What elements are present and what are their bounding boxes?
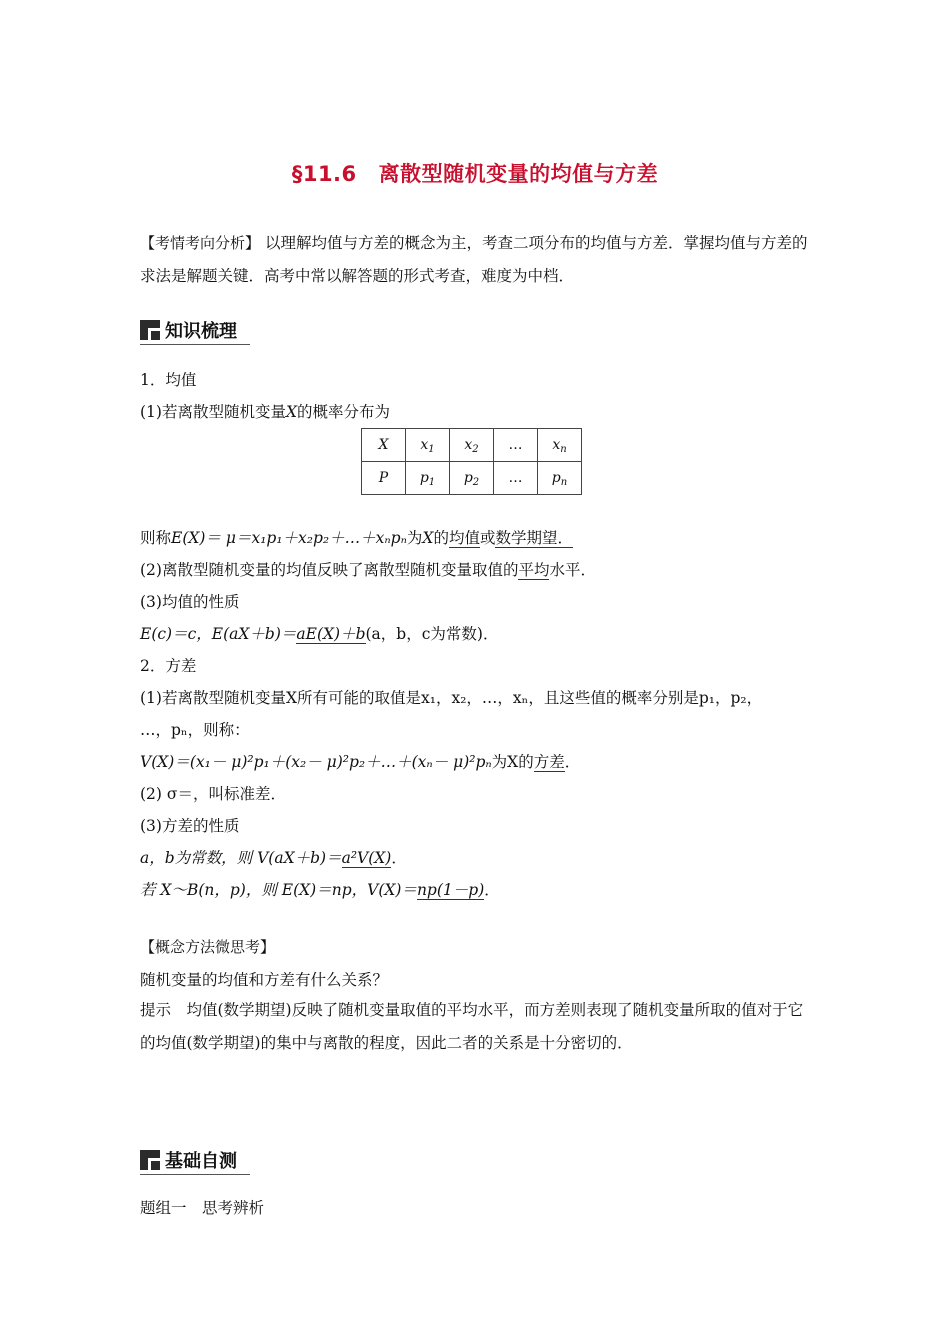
variance-p1-line2: …，pₙ，则称： (140, 721, 250, 739)
distribution-table (361, 428, 582, 495)
concept-tag-text: 【概念方法微思考】 (140, 938, 276, 956)
mean-p2-suffix: 水平． (549, 561, 596, 579)
mean-p1 (140, 400, 390, 422)
intro-tag: 【考情考向分析】 (140, 234, 261, 252)
concept-tag (140, 936, 275, 957)
section-marker-icon (140, 320, 160, 340)
mean-p2 (140, 558, 596, 580)
def-var: X (422, 529, 434, 547)
variance-formula-text: V(X)＝(x₁－ μ)²p₁＋(x₂－ μ)²p₂＋…＋(xₙ－ μ)²pₙ (140, 753, 492, 771)
variance-prop2 (140, 878, 500, 900)
prop1-end: ． (391, 849, 407, 867)
section-label: 知识梳理 (165, 321, 237, 342)
answer-underlined: a²V(X) (341, 849, 392, 867)
table-cell: $x_n$ (538, 429, 582, 462)
table-row (362, 429, 582, 462)
mean-definition (140, 526, 573, 548)
variance-p1-line1: (1)若离散型随机变量X所有可能的取值是x₁，x₂，…，xₙ，且这些值的概率分别是p₁，p₂， (140, 689, 763, 707)
mean-p1-suffix: 的概率分布为 (297, 403, 391, 421)
prop-right: (a，b，c为常数)． (365, 625, 499, 643)
section-header-selftest (140, 1146, 250, 1175)
question-group: 题组一 思考辨析 (140, 1199, 265, 1217)
intro-text: 以理解均值与方差的概念为主，考查二项分布的均值与方差．掌握均值与方差的求法是解题关键．高考中常以解答题的形式考查，难度为中档． (140, 234, 808, 285)
table-cell: $p_n$ (538, 462, 582, 495)
variance-formula-end: ． (564, 753, 581, 771)
concept-question: 随机变量的均值和方差有什么关系？ (140, 971, 389, 989)
mean-heading: 1．均值 (140, 371, 197, 389)
table-cell: … (494, 429, 538, 462)
section-number: §11.6 (291, 162, 357, 186)
prop1-left: a，b为常数，则 V(aX＋b)＝ (140, 849, 342, 867)
table-cell: X (362, 429, 406, 462)
section-label: 基础自测 (165, 1151, 237, 1172)
table-cell: … (494, 462, 538, 495)
answer-underlined: np(1－p) (416, 881, 485, 899)
mean-p3: (3)均值的性质 (140, 593, 240, 611)
answer-underlined: 方差 (533, 753, 565, 771)
mean-p1-var: X (285, 403, 298, 421)
prop2-end: ． (484, 881, 500, 899)
variance-formula-mid: 为X的 (491, 753, 534, 771)
table-cell: $p_1$ (406, 462, 450, 495)
mean-p1-prefix: (1)若离散型随机变量 (140, 403, 286, 421)
section-marker-icon (140, 1150, 160, 1170)
answer-underlined: 平均 (518, 561, 550, 579)
prop-left: E(c)＝c，E(aX＋b)＝ (140, 625, 297, 643)
answer-underlined: aE(X)＋b (296, 625, 366, 643)
table-row (362, 462, 582, 495)
mean-property (140, 622, 498, 644)
variance-formula (140, 750, 580, 772)
table-cell: $p_2$ (450, 462, 494, 495)
section-header-knowledge (140, 316, 250, 345)
variance-p2: (2) σ＝，叫标准差． (140, 785, 286, 803)
concept-hint: 提示 均值(数学期望)反映了随机变量取值的平均水平，而方差则表现了随机变量所取的值对于它的均值(数学期望)的集中与离散的程度，因此二者的关系是十分密切的． (140, 1001, 804, 1052)
def-formula: E(X)＝ μ＝x₁p₁＋x₂p₂＋…＋xₙpₙ (171, 529, 407, 547)
variance-heading: 2．方差 (140, 657, 197, 675)
def-or: 或 (479, 529, 496, 547)
intro-paragraph (140, 227, 812, 293)
table-cell: P (362, 462, 406, 495)
prop2-left: 若 X～B(n，p)，则 E(X)＝np，V(X)＝ (140, 881, 417, 899)
def-mid: 为 (406, 529, 423, 547)
variance-p3: (3)方差的性质 (140, 817, 240, 835)
def-of: 的 (433, 529, 449, 547)
variance-prop1 (140, 846, 407, 868)
table-cell: $x_1$ (406, 429, 450, 462)
answer-underlined: 均值 (448, 529, 480, 547)
def-prefix: 则称 (140, 529, 172, 547)
mean-p2-prefix: (2)离散型随机变量的均值反映了离散型随机变量取值的 (140, 561, 519, 579)
answer-underlined: 数学期望． (495, 529, 573, 547)
title-text: 离散型随机变量的均值与方差 (378, 162, 659, 186)
table-cell: $x_2$ (450, 429, 494, 462)
page-title (0, 158, 950, 188)
